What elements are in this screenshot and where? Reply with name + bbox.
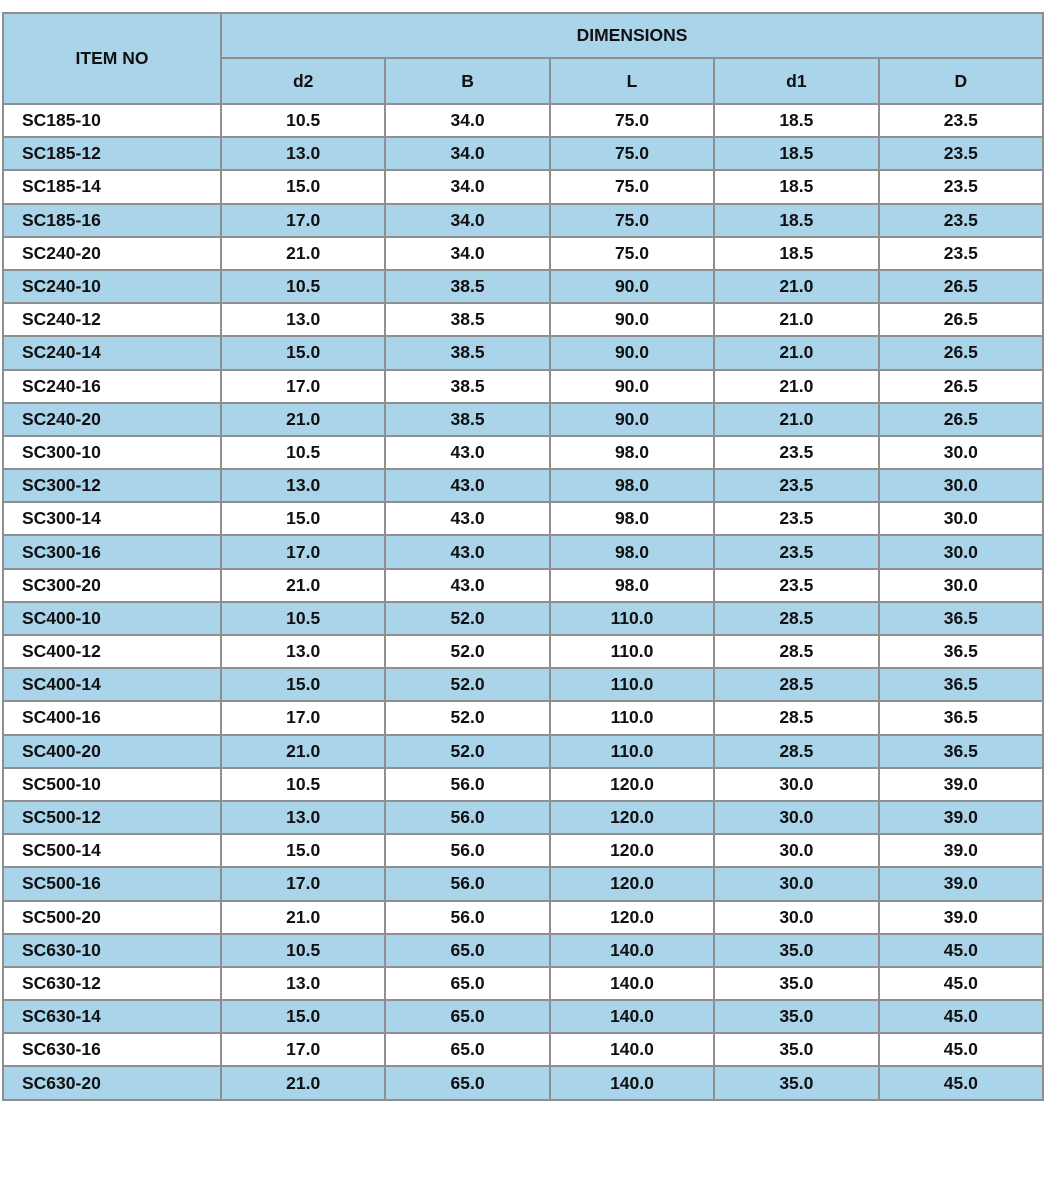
d2-cell: 10.5 [221, 602, 385, 635]
d2-cell: 13.0 [221, 801, 385, 834]
table-row [3, 569, 1043, 602]
l-cell: 90.0 [550, 403, 714, 436]
d2-cell: 10.5 [221, 270, 385, 303]
l-cell: 90.0 [550, 270, 714, 303]
d2-cell: 21.0 [221, 237, 385, 270]
item-no-cell: SC630-10 [3, 934, 221, 967]
d2-cell: 10.5 [221, 934, 385, 967]
item-no-cell: SC500-14 [3, 834, 221, 867]
table-row [3, 602, 1043, 635]
table-row [3, 170, 1043, 203]
item-no-cell: SC240-16 [3, 370, 221, 403]
d2-cell: 17.0 [221, 867, 385, 900]
table-row [3, 735, 1043, 768]
header-item-no: ITEM NO [3, 13, 221, 104]
table-row [3, 1000, 1043, 1033]
l-cell: 75.0 [550, 104, 714, 137]
d1-cell: 23.5 [714, 436, 878, 469]
d2-cell: 15.0 [221, 834, 385, 867]
b-cell: 65.0 [385, 967, 549, 1000]
header-row-group [3, 13, 1043, 58]
b-cell: 43.0 [385, 469, 549, 502]
d1-cell: 30.0 [714, 834, 878, 867]
d-cell: 26.5 [879, 303, 1043, 336]
table-row [3, 967, 1043, 1000]
item-no-cell: SC400-14 [3, 668, 221, 701]
b-cell: 43.0 [385, 502, 549, 535]
b-cell: 65.0 [385, 934, 549, 967]
table-row [3, 701, 1043, 734]
d1-cell: 30.0 [714, 801, 878, 834]
b-cell: 56.0 [385, 867, 549, 900]
b-cell: 38.5 [385, 370, 549, 403]
d2-cell: 10.5 [221, 104, 385, 137]
b-cell: 43.0 [385, 535, 549, 568]
item-no-cell: SC300-16 [3, 535, 221, 568]
item-no-cell: SC185-10 [3, 104, 221, 137]
item-no-cell: SC400-20 [3, 735, 221, 768]
d-cell: 39.0 [879, 801, 1043, 834]
l-cell: 90.0 [550, 370, 714, 403]
d1-cell: 28.5 [714, 635, 878, 668]
d1-cell: 30.0 [714, 867, 878, 900]
b-cell: 34.0 [385, 204, 549, 237]
l-cell: 140.0 [550, 1033, 714, 1066]
d-cell: 39.0 [879, 901, 1043, 934]
item-no-cell: SC500-16 [3, 867, 221, 900]
l-cell: 140.0 [550, 934, 714, 967]
d1-cell: 21.0 [714, 403, 878, 436]
d-cell: 45.0 [879, 967, 1043, 1000]
b-cell: 34.0 [385, 170, 549, 203]
d1-cell: 35.0 [714, 1000, 878, 1033]
table-row [3, 204, 1043, 237]
l-cell: 110.0 [550, 701, 714, 734]
d1-cell: 21.0 [714, 370, 878, 403]
d-cell: 45.0 [879, 1066, 1043, 1099]
d1-cell: 35.0 [714, 934, 878, 967]
d-cell: 39.0 [879, 834, 1043, 867]
b-cell: 52.0 [385, 602, 549, 635]
d1-cell: 28.5 [714, 602, 878, 635]
b-cell: 56.0 [385, 801, 549, 834]
l-cell: 90.0 [550, 336, 714, 369]
table-row [3, 502, 1043, 535]
d1-cell: 28.5 [714, 668, 878, 701]
item-no-cell: SC185-14 [3, 170, 221, 203]
l-cell: 98.0 [550, 436, 714, 469]
b-cell: 43.0 [385, 569, 549, 602]
item-no-cell: SC630-14 [3, 1000, 221, 1033]
l-cell: 140.0 [550, 967, 714, 1000]
d2-cell: 15.0 [221, 1000, 385, 1033]
b-cell: 56.0 [385, 768, 549, 801]
item-no-cell: SC240-20 [3, 403, 221, 436]
header-d2: d2 [221, 58, 385, 104]
b-cell: 56.0 [385, 901, 549, 934]
b-cell: 38.5 [385, 336, 549, 369]
d1-cell: 18.5 [714, 204, 878, 237]
d-cell: 45.0 [879, 1000, 1043, 1033]
item-no-cell: SC300-14 [3, 502, 221, 535]
l-cell: 120.0 [550, 834, 714, 867]
b-cell: 52.0 [385, 668, 549, 701]
d1-cell: 18.5 [714, 170, 878, 203]
d-cell: 30.0 [879, 502, 1043, 535]
table-row [3, 303, 1043, 336]
b-cell: 38.5 [385, 270, 549, 303]
d2-cell: 15.0 [221, 668, 385, 701]
dimensions-table [2, 12, 1044, 1101]
d1-cell: 18.5 [714, 104, 878, 137]
table-row [3, 469, 1043, 502]
d1-cell: 21.0 [714, 270, 878, 303]
item-no-cell: SC400-16 [3, 701, 221, 734]
table-row [3, 934, 1043, 967]
l-cell: 98.0 [550, 502, 714, 535]
d-cell: 26.5 [879, 403, 1043, 436]
l-cell: 110.0 [550, 668, 714, 701]
table-row [3, 867, 1043, 900]
b-cell: 38.5 [385, 303, 549, 336]
b-cell: 65.0 [385, 1066, 549, 1099]
l-cell: 120.0 [550, 801, 714, 834]
header-dimensions: DIMENSIONS [221, 13, 1043, 58]
l-cell: 75.0 [550, 204, 714, 237]
header-l: L [550, 58, 714, 104]
item-no-cell: SC630-20 [3, 1066, 221, 1099]
d-cell: 45.0 [879, 1033, 1043, 1066]
d-cell: 30.0 [879, 535, 1043, 568]
l-cell: 110.0 [550, 635, 714, 668]
l-cell: 110.0 [550, 602, 714, 635]
d2-cell: 15.0 [221, 502, 385, 535]
table-row [3, 1066, 1043, 1099]
b-cell: 34.0 [385, 137, 549, 170]
dimensions-sheet [0, 12, 1046, 1101]
d2-cell: 13.0 [221, 137, 385, 170]
d-cell: 26.5 [879, 370, 1043, 403]
table-row [3, 336, 1043, 369]
d1-cell: 18.5 [714, 237, 878, 270]
b-cell: 52.0 [385, 701, 549, 734]
b-cell: 65.0 [385, 1033, 549, 1066]
b-cell: 34.0 [385, 104, 549, 137]
l-cell: 75.0 [550, 137, 714, 170]
item-no-cell: SC300-12 [3, 469, 221, 502]
item-no-cell: SC240-14 [3, 336, 221, 369]
d1-cell: 23.5 [714, 535, 878, 568]
b-cell: 52.0 [385, 735, 549, 768]
table-row [3, 237, 1043, 270]
d1-cell: 21.0 [714, 336, 878, 369]
item-no-cell: SC400-12 [3, 635, 221, 668]
d-cell: 23.5 [879, 104, 1043, 137]
table-row [3, 801, 1043, 834]
item-no-cell: SC240-10 [3, 270, 221, 303]
l-cell: 75.0 [550, 170, 714, 203]
d2-cell: 15.0 [221, 336, 385, 369]
table-row [3, 668, 1043, 701]
d2-cell: 13.0 [221, 469, 385, 502]
d1-cell: 21.0 [714, 303, 878, 336]
d-cell: 23.5 [879, 137, 1043, 170]
table-row [3, 635, 1043, 668]
d2-cell: 21.0 [221, 403, 385, 436]
d1-cell: 35.0 [714, 1033, 878, 1066]
d2-cell: 13.0 [221, 303, 385, 336]
l-cell: 140.0 [550, 1066, 714, 1099]
b-cell: 34.0 [385, 237, 549, 270]
b-cell: 52.0 [385, 635, 549, 668]
header-d: D [879, 58, 1043, 104]
d2-cell: 21.0 [221, 1066, 385, 1099]
l-cell: 110.0 [550, 735, 714, 768]
table-row [3, 137, 1043, 170]
d2-cell: 17.0 [221, 535, 385, 568]
d1-cell: 28.5 [714, 701, 878, 734]
b-cell: 65.0 [385, 1000, 549, 1033]
d2-cell: 10.5 [221, 436, 385, 469]
b-cell: 56.0 [385, 834, 549, 867]
d1-cell: 35.0 [714, 1066, 878, 1099]
d1-cell: 28.5 [714, 735, 878, 768]
table-row [3, 834, 1043, 867]
d2-cell: 13.0 [221, 967, 385, 1000]
l-cell: 120.0 [550, 867, 714, 900]
d1-cell: 30.0 [714, 768, 878, 801]
header-b: B [385, 58, 549, 104]
d-cell: 36.5 [879, 602, 1043, 635]
d-cell: 36.5 [879, 668, 1043, 701]
l-cell: 98.0 [550, 569, 714, 602]
d-cell: 36.5 [879, 735, 1043, 768]
l-cell: 140.0 [550, 1000, 714, 1033]
b-cell: 43.0 [385, 436, 549, 469]
d2-cell: 17.0 [221, 204, 385, 237]
d2-cell: 15.0 [221, 170, 385, 203]
item-no-cell: SC500-10 [3, 768, 221, 801]
item-no-cell: SC240-12 [3, 303, 221, 336]
item-no-cell: SC185-16 [3, 204, 221, 237]
item-no-cell: SC500-12 [3, 801, 221, 834]
table-body [3, 104, 1043, 1100]
d1-cell: 30.0 [714, 901, 878, 934]
d-cell: 36.5 [879, 701, 1043, 734]
table-header [3, 13, 1043, 104]
d2-cell: 13.0 [221, 635, 385, 668]
l-cell: 120.0 [550, 901, 714, 934]
l-cell: 90.0 [550, 303, 714, 336]
d-cell: 23.5 [879, 170, 1043, 203]
item-no-cell: SC400-10 [3, 602, 221, 635]
l-cell: 98.0 [550, 469, 714, 502]
d-cell: 30.0 [879, 569, 1043, 602]
d-cell: 23.5 [879, 204, 1043, 237]
table-row [3, 104, 1043, 137]
d-cell: 30.0 [879, 469, 1043, 502]
d1-cell: 23.5 [714, 569, 878, 602]
d-cell: 45.0 [879, 934, 1043, 967]
table-row [3, 1033, 1043, 1066]
table-row [3, 768, 1043, 801]
d2-cell: 17.0 [221, 370, 385, 403]
item-no-cell: SC240-20 [3, 237, 221, 270]
d-cell: 39.0 [879, 867, 1043, 900]
table-row [3, 370, 1043, 403]
d2-cell: 17.0 [221, 701, 385, 734]
d2-cell: 21.0 [221, 569, 385, 602]
d-cell: 26.5 [879, 270, 1043, 303]
table-row [3, 270, 1043, 303]
header-d1: d1 [714, 58, 878, 104]
item-no-cell: SC630-16 [3, 1033, 221, 1066]
l-cell: 98.0 [550, 535, 714, 568]
d2-cell: 21.0 [221, 901, 385, 934]
d1-cell: 35.0 [714, 967, 878, 1000]
table-row [3, 436, 1043, 469]
d1-cell: 18.5 [714, 137, 878, 170]
d-cell: 23.5 [879, 237, 1043, 270]
d-cell: 26.5 [879, 336, 1043, 369]
d2-cell: 10.5 [221, 768, 385, 801]
d-cell: 39.0 [879, 768, 1043, 801]
table-row [3, 535, 1043, 568]
d2-cell: 17.0 [221, 1033, 385, 1066]
d-cell: 30.0 [879, 436, 1043, 469]
item-no-cell: SC185-12 [3, 137, 221, 170]
d1-cell: 23.5 [714, 469, 878, 502]
d-cell: 36.5 [879, 635, 1043, 668]
table-row [3, 901, 1043, 934]
d1-cell: 23.5 [714, 502, 878, 535]
item-no-cell: SC500-20 [3, 901, 221, 934]
b-cell: 38.5 [385, 403, 549, 436]
l-cell: 75.0 [550, 237, 714, 270]
item-no-cell: SC300-20 [3, 569, 221, 602]
item-no-cell: SC300-10 [3, 436, 221, 469]
l-cell: 120.0 [550, 768, 714, 801]
table-row [3, 403, 1043, 436]
item-no-cell: SC630-12 [3, 967, 221, 1000]
d2-cell: 21.0 [221, 735, 385, 768]
